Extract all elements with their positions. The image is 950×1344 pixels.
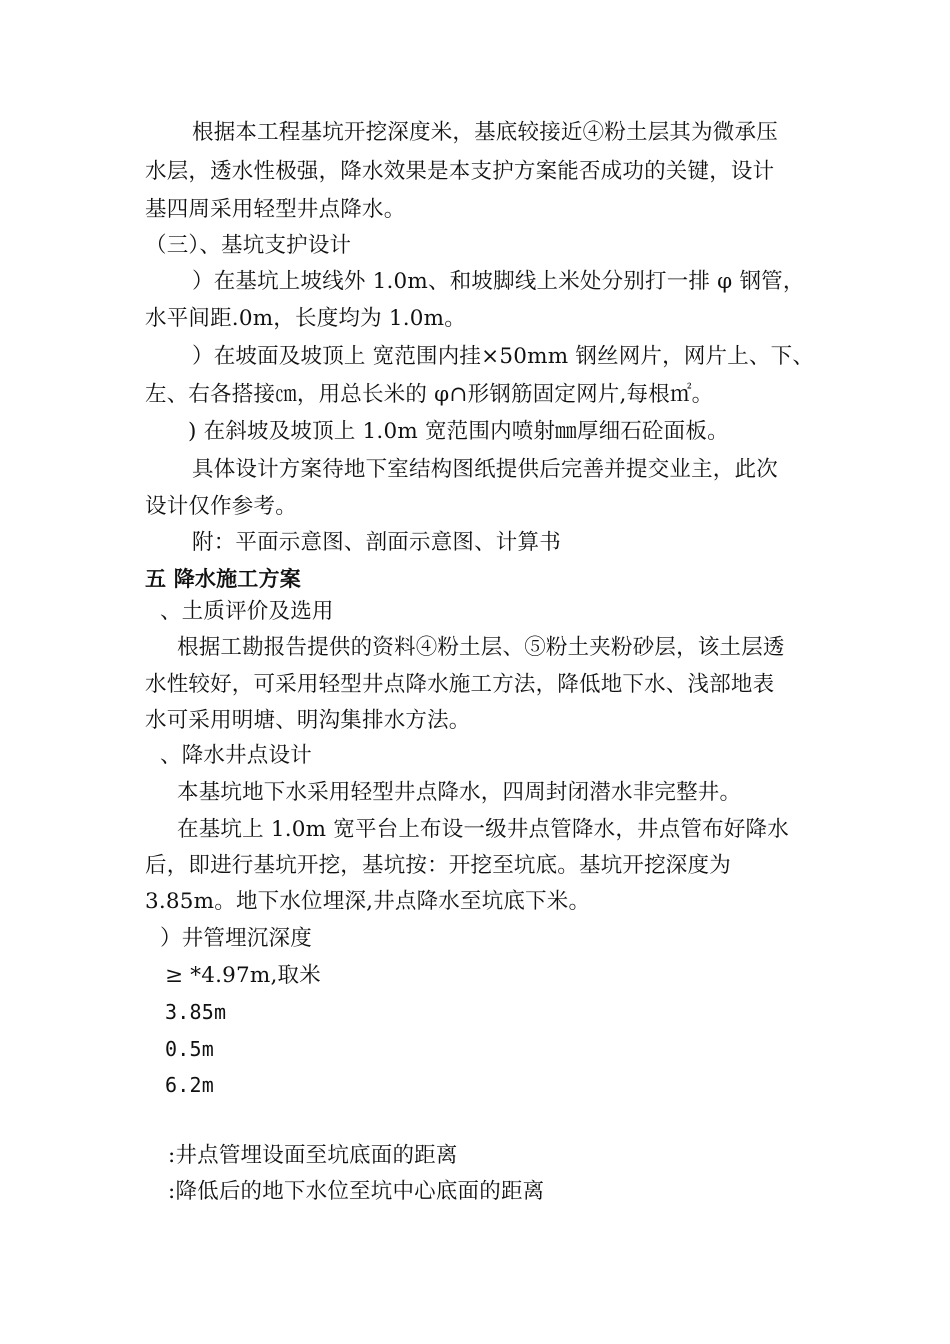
paragraph-line-19: 本基坑地下水采用轻型井点降水，四周封闭潜水非完整井。	[177, 780, 742, 805]
value-line-1: 3.85m	[165, 1000, 227, 1024]
subsection-heading-wellpoint: 、降水井点设计	[160, 743, 312, 768]
paragraph-line-6: 水平间距.0m，长度均为 1.0m。	[145, 306, 466, 331]
paragraph-line-16: 水性较好，可采用轻型井点降水施工方法，降低地下水、浅部地表	[145, 672, 775, 697]
paragraph-line-5: ）在基坑上坡线外 1.0m、和坡脚线上米处分别打一排 φ 钢管，	[192, 269, 805, 294]
paragraph-line-20: 在基坑上 1.0m 宽平台上布设一级井点管降水，井点管布好降水	[177, 817, 789, 842]
section-subheading: （三）、基坑支护设计	[145, 233, 352, 258]
paragraph-line-8: 左、右各搭接㎝，用总长米的 φ∩形钢筋固定网片,每根㎡。	[145, 382, 714, 407]
definition-line-2: :降低后的地下水位至坑中心底面的距离	[168, 1179, 545, 1204]
paragraph-line-15: 根据工勘报告提供的资料④粉土层、⑤粉土夹粉砂层，该土层透	[177, 635, 785, 660]
section-heading-5: 五 降水施工方案	[145, 567, 301, 591]
paragraph-line-17: 水可采用明塘、明沟集排水方法。	[145, 708, 471, 733]
subsection-heading-soil: 、土质评价及选用	[160, 599, 334, 624]
paragraph-line-2: 水层，透水性极强，降水效果是本支护方案能否成功的关键，设计	[145, 159, 775, 184]
list-heading-depth: ）井管埋沉深度	[160, 926, 312, 951]
attachments-line: 附：平面示意图、剖面示意图、计算书	[192, 530, 561, 555]
paragraph-line-10: 具体设计方案待地下室结构图纸提供后完善并提交业主，此次	[192, 457, 778, 482]
value-line-2: 0.5m	[165, 1037, 214, 1061]
paragraph-line-1: 根据本工程基坑开挖深度米，基底较接近④粉土层其为微承压	[192, 120, 778, 145]
paragraph-line-9: ) 在斜坡及坡顶上 1.0m 宽范围内喷射㎜厚细石砼面板。	[188, 419, 729, 444]
paragraph-line-7: ）在坡面及坡顶上 宽范围内挂×50mm 钢丝网片，网片上、下、	[192, 344, 815, 369]
paragraph-line-3: 基四周采用轻型井点降水。	[145, 197, 406, 222]
definition-line-1: :井点管埋设面至坑底面的距离	[168, 1143, 458, 1168]
paragraph-line-11: 设计仅作参考。	[145, 494, 297, 519]
value-line-3: 6.2m	[165, 1073, 214, 1097]
paragraph-line-21: 后，即进行基坑开挖，基坑按：开挖至坑底。基坑开挖深度为	[145, 853, 731, 878]
paragraph-line-22: 3.85m。地下水位埋深,井点降水至坑底下米。	[145, 889, 591, 914]
formula-line: ≥ *4.97m,取米	[165, 963, 321, 988]
